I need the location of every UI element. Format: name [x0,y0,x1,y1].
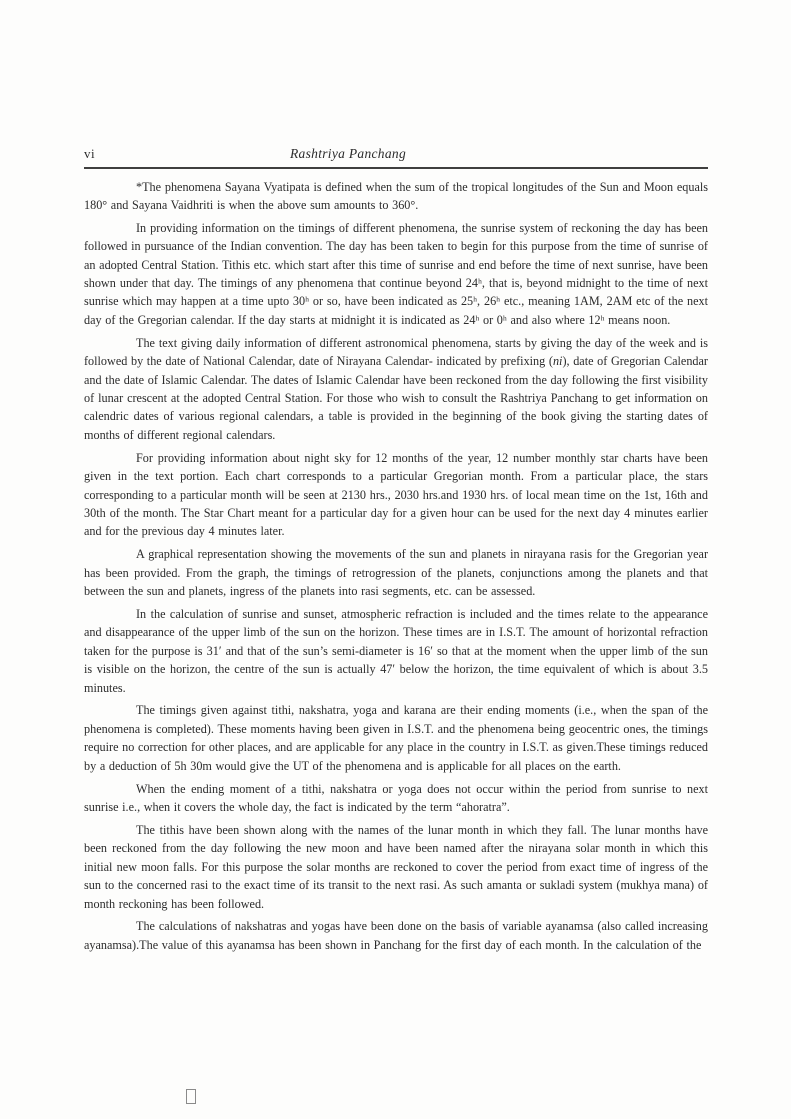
running-title: Rashtriya Panchang [289,146,407,161]
paragraph-sayana-footnote: *The phenomena Sayana Vyatipata is defined when the sum of the tropical longitudes of the Sun and Moon equals 180° and Sayana Vaidhriti is when the above sum amounts to 360°. [84,179,708,212]
nirayana-prefix-italic: ni [552,354,563,369]
empty-box-glyph [186,1089,196,1104]
paragraph-daily-information [84,334,708,444]
paragraph-lunar-months: The tithis have been shown along with the names of the lunar month in which they fall. The lunar months have been reckoned from the day following the new moon and have been named after the nirayana solar month in which this initial new moon falls. For this purpose the solar months are reckoned to cover the period from exact time of ingress of the sun to the concerned rasi to the exact time of its transit to the next rasi. As such amanta or sukladi system (mukhya mana) of month reckoning has been followed. [84,822,708,911]
page-number: vi [84,146,96,161]
paragraph-sunrise-sunset-refraction: In the calculation of sunrise and sunset, atmospheric refraction is included and the times relate to the appearance and disappearance of the upper limb of the sun on the horizon. These times are in I.S.T. The amount of horizontal refraction taken for the purpose is 31′ and that of the sun’s semi-diameter is 16′ so that at the moment when the upper limb of the sun is visible on the horizon, the centre of the sun is actually 47′ below the horizon, the time equivalent of which is about 3.5 minutes. [84,606,708,695]
paragraph-tithi-timings: The timings given against tithi, nakshatra, yoga and karana are their ending moments (i.e., when the span of the phenomena is completed). These moments having been given in I.S.T. and the phenomena being geocentric ones, the timings require no correction for other places, and are applicable for any place in the country in I.S.T. as given.These timings reduced by a deduction of 5h 30m would give the UT of the phenomena and is applicable for all places on the earth. [84,703,708,773]
paragraph-ayanamsa: The calculations of nakshatras and yogas have been done on the basis of variable ayanamsa (also called increasing ayanamsa).The value of this ayanamsa has been shown in Panchang for the first day of each month. In the calculation of the [84,919,708,952]
page-header [84,143,708,169]
paragraph-daily-information-text: The text giving daily information of different astronomical phenomena, starts by giving the day of the week and is followed by the date of National Calendar, date of Nirayana Calendar- indicated by prefixing ( [84,335,708,369]
text-block [84,143,708,954]
paragraph-daily-information-text-cont: ), date of Gregorian Calendar and the date of Islamic Calendar. The dates of Islamic Calendar have been reckoned from the day following the first visibility of lunar crescent at the adopted Central Station. For those who wish to consult the Rashtriya Panchang to get information on calendric dates of various regional calendars, a table is provided in the beginning of the book giving the starting dates of months of different regional calendars. [84,354,708,442]
paragraph-star-charts: For providing information about night sky for 12 months of the year, 12 number monthly star charts have been given in the text portion. Each chart corresponds to a particular Gregorian month. From a particular place, the stars corresponding to a particular month will be seen at 2130 hrs., 2030 hrs.and 1930 hrs. of local mean time on the 1st, 16th and 30th of the month. The Star Chart meant for a particular day for a given hour can be used for the next day 4 minutes earlier and for the previous day 4 minutes later. [84,450,708,539]
paragraph-ahoratra: When the ending moment of a tithi, nakshatra or yoga does not occur within the period from sunrise to next sunrise i.e., when it covers the whole day, the fact is indicated by the term “ahoratra”. [84,781,708,814]
paragraph-sunrise-system: In providing information on the timings of different phenomena, the sunrise system of reckoning the day has been followed in pursuance of the Indian convention. The day has been taken to begin for this purpose from the time of sunrise of an adopted Central Station. Tithis etc. which start after this time of sunrise and end before the time of next sunrise, have been shown under that day. The timings of any phenomena that continue beyond 24ʰ, that is, beyond midnight to the time of next sunrise which may happen at a time upto 30ʰ or so, have been indicated as 25ʰ, 26ʰ etc., meaning 1AM, 2AM etc of the next day of the Gregorian calendar. If the day starts at midnight it is indicated as 24ʰ or 0ʰ and also where 12ʰ means noon. [84,220,708,327]
body-text [84,169,708,954]
paragraph-graphical-representation: A graphical representation showing the movements of the sun and planets in nirayana rasis for the Gregorian year has been provided. From the graph, the timings of retrogression of the planets, conjunctions among the planets and that between the sun and planets, ingress of the planets into rasi segments, etc. can be assessed. [84,547,708,599]
